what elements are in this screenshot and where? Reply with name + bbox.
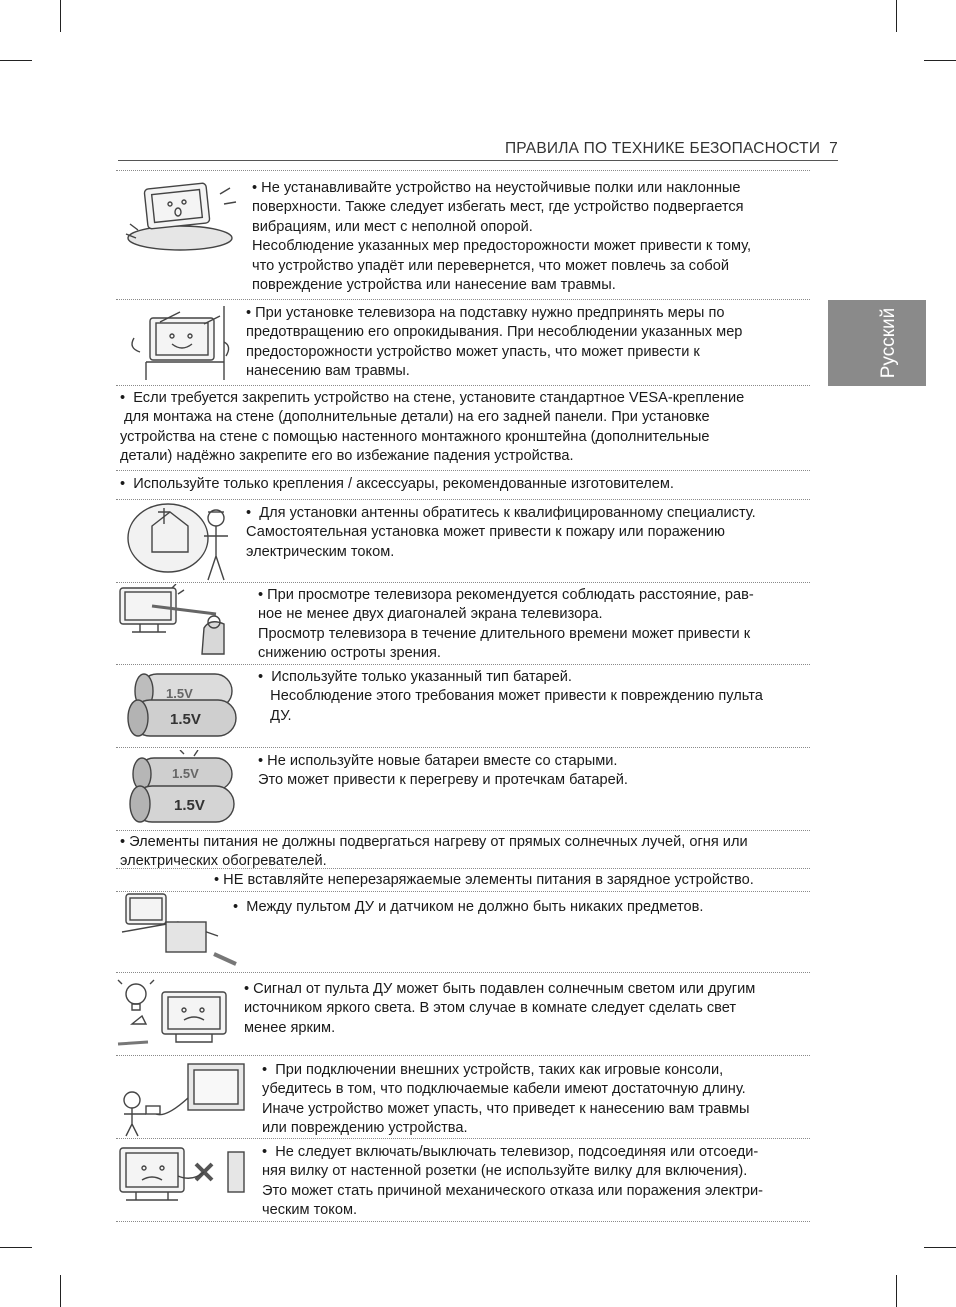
warning-accessories [120,475,674,494]
warning-stand-tipping [246,304,742,382]
text-line: что устройство упадёт или перевернется, что может повлечь за собой [252,257,730,274]
warning-wall-mount [120,389,744,467]
text-line: Просмотр телевизора в течение длительного времени может привести к [258,625,751,642]
text-line: Несоблюдение этого требования может привести к повреждению пульта [258,688,763,705]
text-line: электрическим током. [246,543,395,560]
header-title: ПРАВИЛА ПО ТЕХНИКЕ БЕЗОПАСНОСТИ [504,140,821,157]
text-line: • Не устанавливайте устройство на неустойчивые полки или наклонные [252,180,741,196]
warning-viewing-distance [258,586,754,664]
text-line: • Для установки антенны обратитесь к квалифицированному специалисту. [246,505,756,521]
text-line: детали) надёжно закрепите его во избежание падения устройства. [120,448,574,465]
text-line: поверхности. Также следует избегать мест, где устройство подвергается [252,199,744,216]
text-line: или повреждению устройства. [262,1120,468,1137]
warning-remote-obstacles [233,898,703,917]
crop-mark [60,0,61,32]
tv-on-stand-illustration [120,304,246,382]
text-line: • Элементы питания не должны подвергаться нагреву от прямых солнечных лучей, огня или [120,834,748,850]
text-line: убедитесь в том, что подключаемые кабели имеют достаточную длину. [262,1081,746,1098]
mixed-batteries-illustration [124,750,244,830]
text-line: • При подключении внешних устройств, таких как игровые консоли, [262,1062,724,1078]
warning-battery-type [258,668,763,726]
text-line: устройства на стене с помощью настенного монтажного кронштейна (дополнительные [120,428,710,445]
text-line: • Сигнал от пульта ДУ может быть подавлен солнечным светом или другим [244,981,756,997]
text-line: • Не используйте новые батареи вместе со старыми. [258,753,618,769]
crop-mark [60,1275,61,1307]
divider [116,299,810,300]
crop-mark [924,60,956,61]
crop-mark [0,1247,32,1248]
warning-remote-bright-light [244,980,755,1038]
text-line: Это может стать причиной механического отказа или поражения электри- [262,1182,763,1199]
text-line: предотвращению его опрокидывания. При несоблюдении указанных мер [246,324,743,341]
text-line: Иначе устройство может упасть, что приведет к нанесению вам травмы [262,1100,750,1117]
warning-power-plug [262,1143,763,1221]
crop-mark [924,1247,956,1248]
power-plug-illustration [116,1142,248,1220]
divider [116,1055,810,1056]
battery-label: 1.5V [172,766,199,781]
text-line: Это может привести к перегреву и протечкам батарей. [258,772,628,789]
language-tab-label: Русский [878,307,899,379]
warning-non-rechargeable [214,871,754,890]
crop-mark [896,0,897,32]
text-line: • Между пультом ДУ и датчиком не должно быть никаких предметов. [233,899,704,915]
text-line: • Если требуется закрепить устройство на стене, установите стандартное VESA-крепление [120,390,745,406]
antenna-installer-illustration [124,500,244,584]
divider [116,470,810,471]
divider [116,170,810,171]
warning-mixed-batteries [258,752,628,791]
text-line: Самостоятельная установка может привести к пожару или поражению [246,524,725,541]
battery-label: 1.5V [166,686,193,701]
page-number: 7 [829,140,838,157]
text-line: ДУ. [258,707,292,724]
text-line: • Используйте только крепления / аксессуары, рекомендованные изготовителем. [120,476,674,492]
text-line: источником яркого света. В этом случае в комнате следует сделать свет [244,1000,737,1017]
page-header [118,140,838,160]
text-line: нанесению вам травмы. [246,363,410,380]
viewing-distance-illustration [116,584,252,662]
cable-length-illustration [116,1058,250,1138]
crop-mark [0,60,32,61]
text-line: ное не менее двух диагоналей экрана телевизора. [258,606,603,623]
crop-mark [896,1275,897,1307]
warning-cable-length [262,1061,749,1139]
battery-label: 1.5V [174,797,205,814]
unstable-tv-illustration [120,174,244,258]
text-line: • Используйте только указанный тип батарей. [258,669,572,685]
bright-light-illustration [116,974,242,1054]
divider [116,385,810,386]
warning-antenna [246,504,756,562]
text-line: няя вилку от настенной розетки (не используйте вилку для включения). [262,1163,748,1180]
text-line: • НЕ вставляйте неперезаряжаемые элементы питания в зарядное устройство. [214,872,754,888]
warning-battery-heat [120,833,748,872]
text-line: менее ярким. [244,1019,336,1036]
text-line: электрических обогревателей. [120,853,327,870]
text-line: • При установке телевизора на подставку нужно предпринять меры по [246,305,725,321]
text-line: повреждение устройства или нанесение вам травмы. [252,277,616,294]
battery-label: 1.5V [170,711,201,728]
divider [116,972,810,973]
text-line: для монтажа на стене (дополнительные детали) на его задней панели. При установке [120,409,710,426]
warning-unstable-surface [252,179,751,295]
text-line: ческим током. [262,1202,358,1219]
text-line: • Не следует включать/выключать телевизор, подсоединяя или отсоеди- [262,1144,759,1160]
remote-obstacle-illustration [118,892,242,972]
divider [116,664,810,665]
batteries-illustration [122,668,244,744]
header-rule [118,160,838,161]
language-tab [828,300,926,386]
divider [116,747,810,748]
text-line: Несоблюдение указанных мер предосторожности может привести к тому, [252,238,752,255]
text-line: вибрациям, или мест с неполной опорой. [252,218,533,235]
text-line: снижению остроты зрения. [258,645,441,662]
text-line: предосторожности устройство может упасть, что может привести к [246,343,700,360]
divider [116,1221,810,1222]
divider [116,830,810,831]
text-line: • При просмотре телевизора рекомендуется соблюдать расстояние, рав- [258,587,754,603]
